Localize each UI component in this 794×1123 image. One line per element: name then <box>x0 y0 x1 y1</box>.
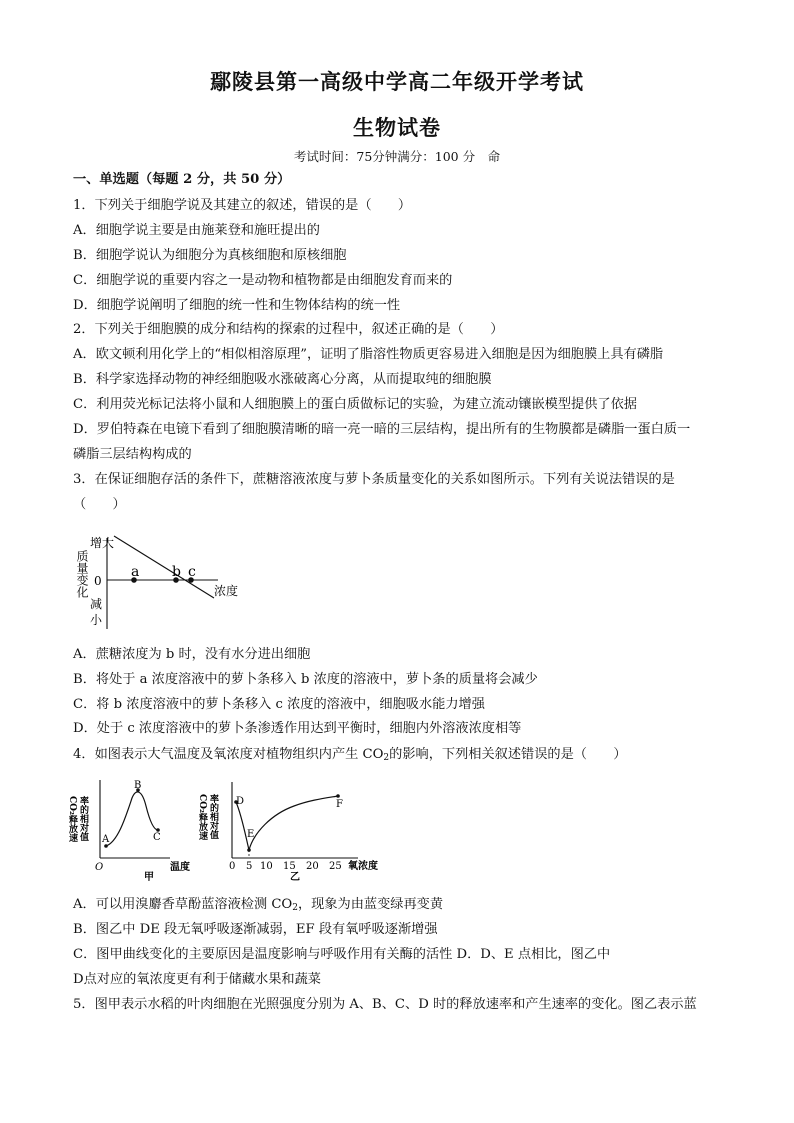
q2-stem: 2．下列关于细胞膜的成分和结构的探索的过程中，叙述正确的是（ ） <box>73 322 504 337</box>
q3-y-axis-title: 质量变化 <box>75 550 89 598</box>
q4-stem: 4．如图表示大气温度及氧浓度对植物组织内产生 $CO_2$的影响，下列相关叙述错误的是（ ） <box>73 747 627 763</box>
q4-yi-xlabel: 氧浓度 <box>348 861 378 872</box>
q4-yi-caption: 乙 <box>290 872 300 883</box>
q2-option-a: A．欧文顿利用化学上的“相似相溶原理”，证明了脂溶性物质更容易进入细胞是因为细胞膜上具有磷脂 <box>73 347 664 362</box>
q3-stem-cont: （ ） <box>73 497 126 512</box>
q4-yi-ylabel-2: 率的相对值 <box>208 794 218 839</box>
q4-jia-label-a: A <box>102 834 110 845</box>
q4-option-b: B．图乙中 DE 段无氧呼吸逐渐减弱，EF 段有氧呼吸逐渐增强 <box>73 922 438 937</box>
q3-option-a: A．蔗糖浓度为 b 时，没有水分进出细胞 <box>73 647 311 662</box>
q3-y-top-label: 增大 <box>90 536 115 550</box>
q4-option-a: A．可以用溴麝香草酚蓝溶液检测 $CO_2$，现象为由蓝变绿再变黄 <box>73 897 444 913</box>
q4-yi-tick-20: 20 <box>306 861 319 872</box>
section-heading: 一、单选题（每题 2 分，共 50 分） <box>73 172 291 187</box>
q4-figure-yi <box>198 776 388 884</box>
q2-option-d-cont: 磷脂三层结构构成的 <box>73 447 192 462</box>
q4-option-d: D点对应的氧浓度更有利于储藏水果和蔬菜 <box>73 972 321 987</box>
q4-yi-tick-0: 0 <box>229 861 236 872</box>
q3-label-a: a <box>131 564 140 580</box>
q4-jia-origin: O <box>95 862 104 873</box>
q1-option-c: C．细胞学说的重要内容之一是动物和植物都是由细胞发育而来的 <box>73 273 453 288</box>
q1-option-d: D．细胞学说阐明了细胞的统一性和生物体结构的统一性 <box>73 298 401 313</box>
q2-option-d: D．罗伯特森在电镜下看到了细胞膜清晰的暗一亮一暗的三层结构，提出所有的生物膜都是磷脂一蛋白质一 <box>73 422 691 437</box>
q3-figure <box>75 532 270 634</box>
q3-option-c: C．将 b 浓度溶液中的萝卜条移入 c 浓度的溶液中，细胞吸水能力增强 <box>73 697 485 712</box>
q4-option-c: C．图甲曲线变化的主要原因是温度影响与呼吸作用有关酶的活性 D．D、E 点相比，图乙中 <box>73 947 611 962</box>
q4-yi-tick-25: 25 <box>329 861 342 872</box>
q4-yi-label-e: E <box>247 829 255 840</box>
q4-yi-label-f: F <box>336 799 343 810</box>
q4-yi-tick-5: 5 <box>246 861 253 872</box>
q3-label-b: b <box>172 564 181 580</box>
q4-jia-caption: 甲 <box>144 872 154 883</box>
q3-option-d: D．处于 c 浓度溶液中的萝卜条渗透作用达到平衡时，细胞内外溶液浓度相等 <box>73 721 522 736</box>
q4-yi-label-d: D <box>236 796 245 807</box>
q4-jia-xlabel: 温度 <box>170 862 190 873</box>
q2-option-c: C．利用荧光标记法将小鼠和人细胞膜上的蛋白质做标记的实验，为建立流动镶嵌模型提供了依据 <box>73 397 637 412</box>
q4-jia-label-b: B <box>134 780 142 791</box>
q3-option-b: B．将处于 a 浓度溶液中的萝卜条移入 b 浓度的溶液中，萝卜条的质量将会减少 <box>73 672 538 687</box>
exam-title: 鄢陵县第一高级中学高二年级开学考试 <box>210 69 584 94</box>
q4-jia-label-c: C <box>153 832 161 843</box>
q4-yi-tick-10: 10 <box>260 861 273 872</box>
q4-yi-tick-15: 15 <box>283 861 296 872</box>
q4-jia-ylabel-2: 率的相对值 <box>78 796 88 841</box>
q4-figure-jia <box>67 776 200 884</box>
q3-y-zero-label: 0 <box>94 574 102 588</box>
q4-yi-ylabel-1: CO₂释放速 <box>197 794 207 840</box>
q4-jia-ylabel-1: CO₂释放速 <box>67 796 77 842</box>
q1-stem: 1．下列关于细胞学说及其建立的叙述，错误的是（ ） <box>73 198 412 213</box>
q1-option-a: A．细胞学说主要是由施莱登和施旺提出的 <box>73 223 320 238</box>
q3-y-bottom-label-2: 小 <box>90 613 103 627</box>
q3-label-c: c <box>188 564 196 580</box>
q3-y-bottom-label-1: 减 <box>90 597 103 611</box>
q3-stem: 3．在保证细胞存活的条件下，蔗糖溶液浓度与萝卜条质量变化的关系如图所示。下列有关说法错误的是 <box>73 472 675 487</box>
q1-option-b: B．细胞学说认为细胞分为真核细胞和原核细胞 <box>73 248 347 263</box>
q4-yi-point-f <box>336 794 340 798</box>
exam-subject: 生物试卷 <box>353 115 441 140</box>
exam-info: 考试时间：75分钟满分：100 分 命 <box>293 149 501 164</box>
q2-option-b: B．科学家选择动物的神经细胞吸水涨破离心分离，从而提取纯的细胞膜 <box>73 372 492 387</box>
q5-stem: 5．图甲表示水稻的叶肉细胞在光照强度分别为 A、B、C、D 时的释放速率和产生速率的变化。图乙表示蓝 <box>73 997 697 1012</box>
q3-x-axis-title: 浓度 <box>214 584 239 598</box>
